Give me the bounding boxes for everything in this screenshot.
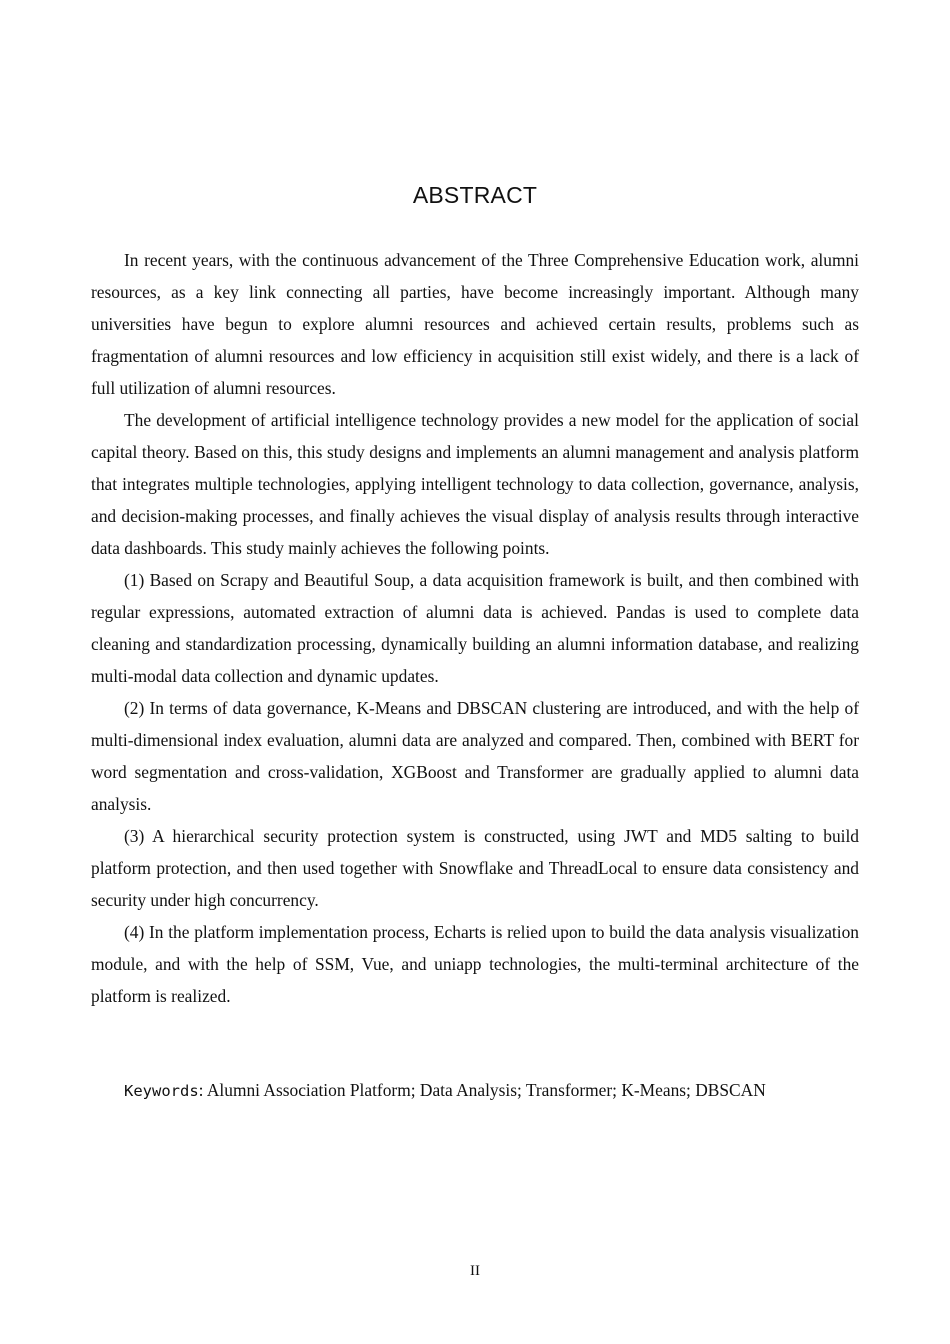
abstract-paragraph-intro: In recent years, with the continuous advancement of the Three Comprehensive Education work, alumni resources, as a key link connecting all parties, have become increasingly important. Although many universities have begun to explore alumni resources and achieved certain results, problems such as fragmentation of alumni resources and low efficiency in acquisition still exist widely, and there is a lack of full utilization of alumni resources. [91,250,859,398]
abstract-paragraph-point-3: (3) A hierarchical security protection system is constructed, using JWT and MD5 salting to build platform protection, and then used together with Snowflake and ThreadLocal to ensure data consistency and security under high concurrency. [91,826,859,910]
abstract-title: ABSTRACT [412,182,538,208]
abstract-paragraph-point-1: (1) Based on Scrapy and Beautiful Soup, a data acquisition framework is built, and then combined with regular expressions, automated extraction of alumni data is achieved. Pandas is used to complete data cleaning and standardization processing, dynamically building an alumni information database, and realizing multi-modal data collection and dynamic updates. [91,570,859,686]
abstract-paragraph-point-2: (2) In terms of data governance, K-Means and DBSCAN clustering are introduced, and with the help of multi-dimensional index evaluation, alumni data are analyzed and compared. Then, combined with BERT for word segmentation and cross-validation, XGBoost and Transformer are gradually applied to alumni data analysis. [91,698,859,814]
abstract-body [91,244,859,1012]
keywords-label: Keywords [124,1082,199,1100]
keywords-text: : Alumni Association Platform; Data Analysis; Transformer; K-Means; DBSCAN [198,1080,766,1100]
page-number: II [470,1263,480,1279]
keywords-line [124,1074,859,1107]
abstract-paragraph-background: The development of artificial intelligence technology provides a new model for the application of social capital theory. Based on this, this study designs and implements an alumni management and analysis platform that integrates multiple technologies, applying intelligent technology to data collection, governance, analysis, and decision-making processes, and finally achieves the visual display of analysis results through interactive data dashboards. This study mainly achieves the following points. [91,410,859,558]
abstract-paragraph-point-4: (4) In the platform implementation process, Echarts is relied upon to build the data analysis visualization module, and with the help of SSM, Vue, and uniapp technologies, the multi-terminal architecture of the platform is realized. [91,922,859,1006]
